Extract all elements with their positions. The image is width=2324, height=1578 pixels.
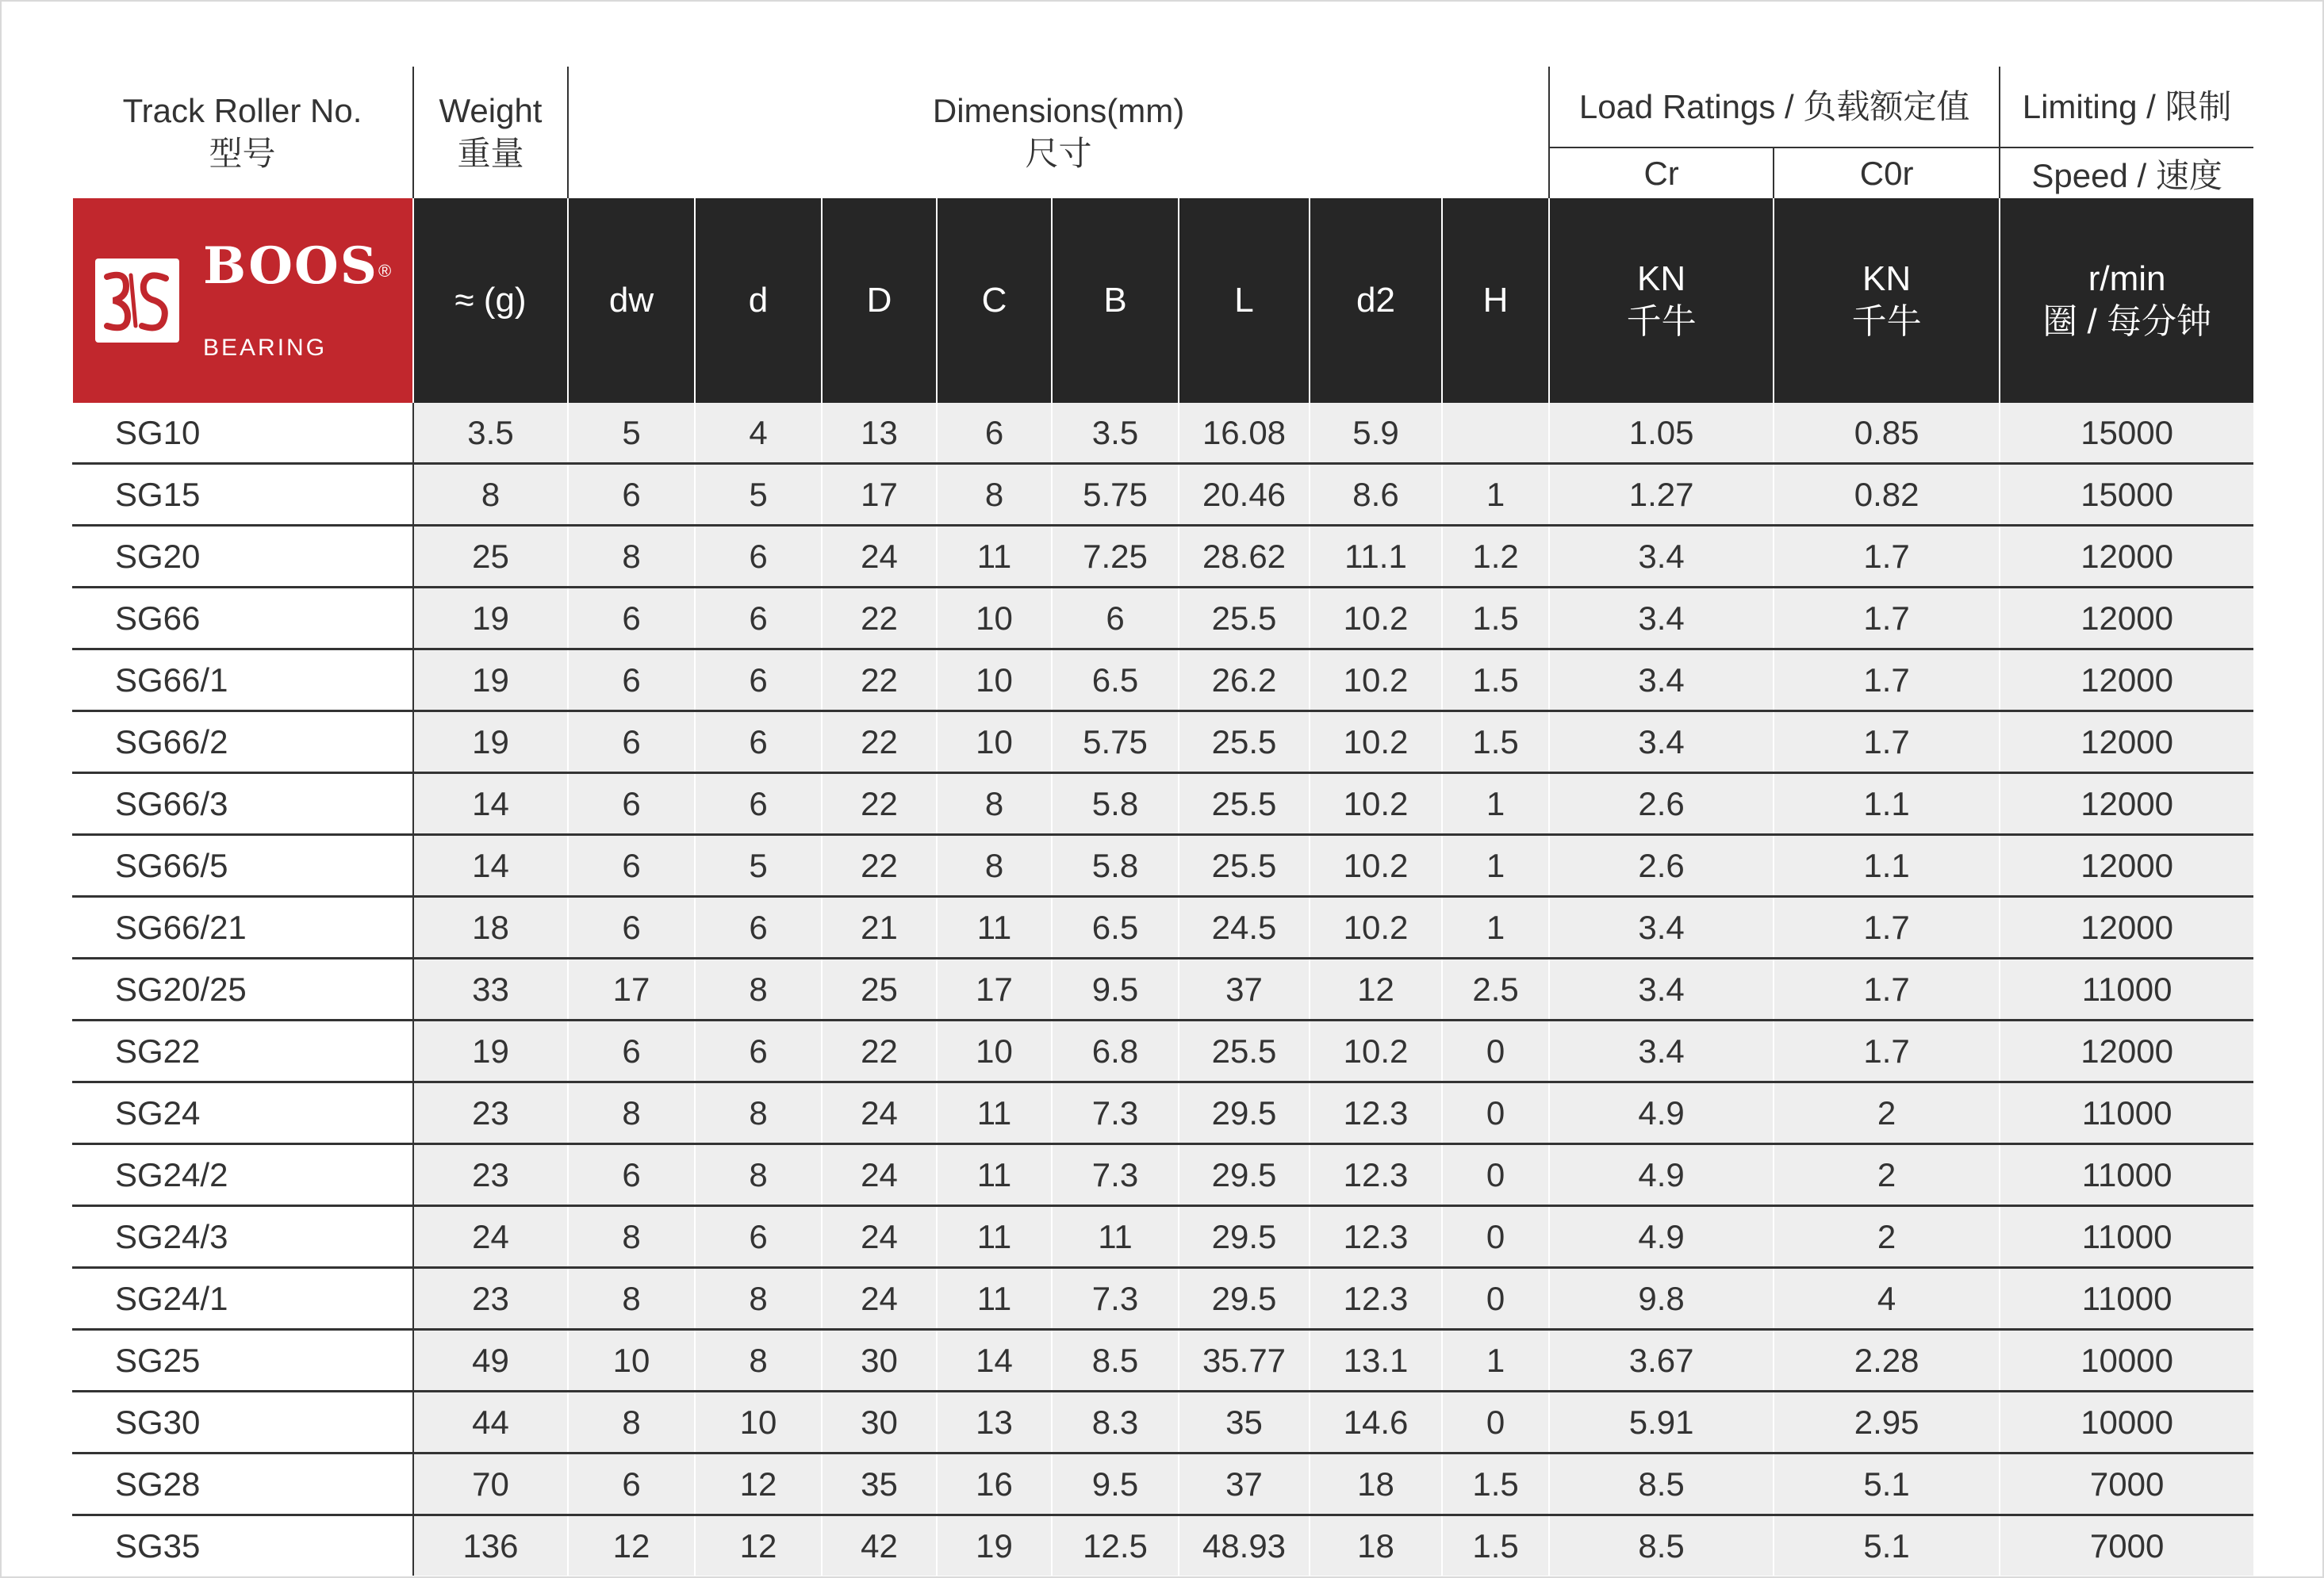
speed-cell: 11000	[2000, 1268, 2253, 1330]
d2-cell: 10.2	[1310, 773, 1442, 835]
c0r-cell: 0.82	[1774, 464, 2000, 526]
dw-cell: 6	[568, 649, 695, 711]
weight-cell: 49	[413, 1330, 568, 1392]
c0r-cell: 5.1	[1774, 1454, 2000, 1515]
c-cell: 11	[937, 897, 1052, 959]
b-cell: 6.8	[1052, 1021, 1179, 1082]
cr-cell: 5.91	[1549, 1392, 1774, 1454]
c-label: C	[937, 198, 1052, 403]
weight-cell: 19	[413, 1021, 568, 1082]
table-row	[72, 464, 2253, 526]
d2-cell: 10.2	[1310, 835, 1442, 897]
speed-cell: 12000	[2000, 649, 2253, 711]
table-row	[72, 711, 2253, 773]
cr-cell: 4.9	[1549, 1144, 1774, 1206]
boos-logo-icon	[95, 259, 179, 343]
cr-cell: 3.4	[1549, 1021, 1774, 1082]
weight-cell: 19	[413, 588, 568, 649]
cr-cell: 8.5	[1549, 1454, 1774, 1515]
l-cell: 20.46	[1179, 464, 1310, 526]
speed-cell: 11000	[2000, 1144, 2253, 1206]
model-cell: SG24/3	[72, 1206, 413, 1268]
table-row	[72, 835, 2253, 897]
d2-cell: 5.9	[1310, 403, 1442, 464]
d-cell: 6	[695, 711, 822, 773]
speed-cell: 10000	[2000, 1392, 2253, 1454]
speed-cell: 12000	[2000, 1021, 2253, 1082]
outer-d-cell: 42	[822, 1515, 937, 1576]
table-row	[72, 1021, 2253, 1082]
b-cell: 3.5	[1052, 403, 1179, 464]
table-row	[72, 897, 2253, 959]
model-cell: SG66/3	[72, 773, 413, 835]
b-cell: 9.5	[1052, 1454, 1179, 1515]
b-cell: 9.5	[1052, 959, 1179, 1021]
c0r-cell: 1.7	[1774, 526, 2000, 588]
outer-d-cell: 17	[822, 464, 937, 526]
l-cell: 16.08	[1179, 403, 1310, 464]
weight-header	[413, 67, 568, 198]
dw-cell: 5	[568, 403, 695, 464]
d-label: d	[695, 198, 822, 403]
c0r-cell: 1.7	[1774, 897, 2000, 959]
dw-cell: 6	[568, 1454, 695, 1515]
d-cell: 5	[695, 464, 822, 526]
table-row	[72, 1206, 2253, 1268]
c-cell: 11	[937, 1206, 1052, 1268]
d2-cell: 10.2	[1310, 897, 1442, 959]
weight-cell: 136	[413, 1515, 568, 1576]
h-cell: 0	[1442, 1021, 1549, 1082]
dw-cell: 10	[568, 1330, 695, 1392]
c0r-cell: 2.28	[1774, 1330, 2000, 1392]
l-cell: 25.5	[1179, 588, 1310, 649]
speed-cell: 15000	[2000, 464, 2253, 526]
weight-cell: 23	[413, 1144, 568, 1206]
b-cell: 5.8	[1052, 773, 1179, 835]
table-row	[72, 588, 2253, 649]
b-cell: 11	[1052, 1206, 1179, 1268]
cr-cell: 3.4	[1549, 526, 1774, 588]
d-cell: 6	[695, 897, 822, 959]
outer-d-cell: 35	[822, 1454, 937, 1515]
c0r-cell: 2	[1774, 1144, 2000, 1206]
c0r-cell: 4	[1774, 1268, 2000, 1330]
h-cell: 1	[1442, 773, 1549, 835]
c-cell: 19	[937, 1515, 1052, 1576]
c0r-cell: 2.95	[1774, 1392, 2000, 1454]
d-cell: 6	[695, 588, 822, 649]
l-cell: 29.5	[1179, 1206, 1310, 1268]
dw-cell: 8	[568, 1392, 695, 1454]
speed-cell: 12000	[2000, 711, 2253, 773]
speed-cell: 12000	[2000, 835, 2253, 897]
h-cell: 1.5	[1442, 711, 1549, 773]
weight-cell: 33	[413, 959, 568, 1021]
weight-header-label: Weight 重量	[439, 92, 543, 172]
d2-cell: 18	[1310, 1515, 1442, 1576]
c0r-cell: 1.7	[1774, 711, 2000, 773]
l-cell: 37	[1179, 1454, 1310, 1515]
d-cell: 6	[695, 526, 822, 588]
c0r-unit: KN 千牛	[1774, 198, 2000, 403]
c-cell: 13	[937, 1392, 1052, 1454]
l-cell: 29.5	[1179, 1268, 1310, 1330]
h-cell: 0	[1442, 1206, 1549, 1268]
table-row	[72, 1268, 2253, 1330]
h-cell: 1.5	[1442, 649, 1549, 711]
weight-cell: 8	[413, 464, 568, 526]
b-cell: 7.3	[1052, 1082, 1179, 1144]
h-label: H	[1442, 198, 1549, 403]
l-label: L	[1179, 198, 1310, 403]
table-row	[72, 959, 2253, 1021]
d2-cell: 12.3	[1310, 1206, 1442, 1268]
outer-d-cell: 22	[822, 1021, 937, 1082]
dw-label: dw	[568, 198, 695, 403]
h-cell: 0	[1442, 1268, 1549, 1330]
table-row	[72, 403, 2253, 464]
table-row	[72, 649, 2253, 711]
outer-d-cell: 21	[822, 897, 937, 959]
cr-cell: 3.4	[1549, 588, 1774, 649]
d2-cell: 10.2	[1310, 588, 1442, 649]
l-cell: 25.5	[1179, 1021, 1310, 1082]
weight-cell: 14	[413, 773, 568, 835]
dw-cell: 8	[568, 526, 695, 588]
h-cell: 1.5	[1442, 1454, 1549, 1515]
b-cell: 7.25	[1052, 526, 1179, 588]
speed-cell: 7000	[2000, 1515, 2253, 1576]
d2-cell: 10.2	[1310, 649, 1442, 711]
speed-cell: 12000	[2000, 588, 2253, 649]
l-cell: 26.2	[1179, 649, 1310, 711]
d-cell: 6	[695, 649, 822, 711]
model-cell: SG10	[72, 403, 413, 464]
weight-unit: ≈ (g)	[413, 198, 568, 403]
speed-header: Speed / 速度	[2031, 156, 2222, 194]
speed-cell: 7000	[2000, 1454, 2253, 1515]
d2-cell: 10.2	[1310, 711, 1442, 773]
c-cell: 10	[937, 649, 1052, 711]
c-cell: 6	[937, 403, 1052, 464]
c0r-header: C0r	[1774, 147, 2000, 198]
cr-cell: 2.6	[1549, 835, 1774, 897]
model-header	[72, 67, 413, 198]
b-cell: 6	[1052, 588, 1179, 649]
weight-cell: 14	[413, 835, 568, 897]
outer-d-cell: 22	[822, 649, 937, 711]
h-cell: 2.5	[1442, 959, 1549, 1021]
h-cell: 1.5	[1442, 588, 1549, 649]
weight-cell: 44	[413, 1392, 568, 1454]
table-row	[72, 1454, 2253, 1515]
weight-cell: 3.5	[413, 403, 568, 464]
h-cell: 1	[1442, 1330, 1549, 1392]
outer-d-cell: 22	[822, 773, 937, 835]
b-cell: 6.5	[1052, 897, 1179, 959]
d2-cell: 14.6	[1310, 1392, 1442, 1454]
speed-cell: 12000	[2000, 526, 2253, 588]
dw-cell: 12	[568, 1515, 695, 1576]
c-cell: 10	[937, 588, 1052, 649]
weight-cell: 23	[413, 1082, 568, 1144]
d-cell: 8	[695, 1268, 822, 1330]
dw-cell: 6	[568, 1021, 695, 1082]
model-cell: SG15	[72, 464, 413, 526]
d2-cell: 18	[1310, 1454, 1442, 1515]
dw-cell: 8	[568, 1082, 695, 1144]
speed-cell: 12000	[2000, 897, 2253, 959]
cr-cell: 1.05	[1549, 403, 1774, 464]
l-cell: 25.5	[1179, 835, 1310, 897]
model-cell: SG24/2	[72, 1144, 413, 1206]
c-cell: 14	[937, 1330, 1052, 1392]
dimensions-header-label: Dimensions(mm) 尺寸	[932, 92, 1185, 172]
outer-d-cell: 24	[822, 1268, 937, 1330]
weight-cell: 19	[413, 711, 568, 773]
dw-cell: 6	[568, 1144, 695, 1206]
d-cell: 6	[695, 1021, 822, 1082]
model-cell: SG66	[72, 588, 413, 649]
b-cell: 7.3	[1052, 1268, 1179, 1330]
limiting-label: Limiting / 限制	[2022, 87, 2232, 125]
table-row	[72, 1330, 2253, 1392]
dw-cell: 6	[568, 711, 695, 773]
brand-subtitle: BEARING	[203, 335, 328, 361]
limiting-header	[2000, 67, 2253, 147]
load-ratings-header	[1549, 67, 2000, 147]
outer-d-cell: 30	[822, 1392, 937, 1454]
b-cell: 12.5	[1052, 1515, 1179, 1576]
weight-cell: 24	[413, 1206, 568, 1268]
d-cell: 10	[695, 1392, 822, 1454]
l-cell: 25.5	[1179, 711, 1310, 773]
c0r-cell: 2	[1774, 1206, 2000, 1268]
model-cell: SG28	[72, 1454, 413, 1515]
outer-d-cell: 13	[822, 403, 937, 464]
cr-cell: 3.4	[1549, 959, 1774, 1021]
cr-cell: 2.6	[1549, 773, 1774, 835]
weight-cell: 19	[413, 649, 568, 711]
outer-d-label: D	[822, 198, 937, 403]
c-cell: 11	[937, 1082, 1052, 1144]
speed-unit: r/min 圈 / 每分钟	[2000, 198, 2253, 403]
weight-cell: 18	[413, 897, 568, 959]
d-cell: 8	[695, 959, 822, 1021]
h-cell	[1442, 403, 1549, 464]
c-cell: 17	[937, 959, 1052, 1021]
cr-header: Cr	[1549, 147, 1774, 198]
d-cell: 5	[695, 835, 822, 897]
model-cell: SG22	[72, 1021, 413, 1082]
d2-cell: 13.1	[1310, 1330, 1442, 1392]
h-cell: 1	[1442, 464, 1549, 526]
model-header-label: Track Roller No. 型号	[122, 92, 362, 172]
d2-cell: 12	[1310, 959, 1442, 1021]
b-cell: 5.75	[1052, 711, 1179, 773]
unit-band	[72, 198, 2253, 403]
c-cell: 10	[937, 711, 1052, 773]
outer-d-cell: 24	[822, 1082, 937, 1144]
model-cell: SG20	[72, 526, 413, 588]
l-cell: 25.5	[1179, 773, 1310, 835]
h-cell: 0	[1442, 1392, 1549, 1454]
load-ratings-label: Load Ratings / 负载额定值	[1578, 87, 1970, 125]
weight-cell: 23	[413, 1268, 568, 1330]
b-label: B	[1052, 198, 1179, 403]
dw-cell: 8	[568, 1268, 695, 1330]
d2-cell: 8.6	[1310, 464, 1442, 526]
outer-d-cell: 30	[822, 1330, 937, 1392]
d2-label: d2	[1310, 198, 1442, 403]
l-cell: 48.93	[1179, 1515, 1310, 1576]
c-cell: 8	[937, 835, 1052, 897]
outer-d-cell: 22	[822, 588, 937, 649]
h-cell: 0	[1442, 1144, 1549, 1206]
c-cell: 10	[937, 1021, 1052, 1082]
outer-d-cell: 24	[822, 1206, 937, 1268]
model-cell: SG66/21	[72, 897, 413, 959]
outer-d-cell: 25	[822, 959, 937, 1021]
cr-cell: 3.4	[1549, 649, 1774, 711]
brand-name: BOOS®	[203, 236, 393, 296]
outer-d-cell: 24	[822, 1144, 937, 1206]
d2-cell: 12.3	[1310, 1268, 1442, 1330]
model-cell: SG66/2	[72, 711, 413, 773]
cr-cell: 4.9	[1549, 1082, 1774, 1144]
model-cell: SG66/1	[72, 649, 413, 711]
model-cell: SG20/25	[72, 959, 413, 1021]
d2-cell: 11.1	[1310, 526, 1442, 588]
table-row	[72, 526, 2253, 588]
d-cell: 8	[695, 1330, 822, 1392]
h-cell: 1.5	[1442, 1515, 1549, 1576]
table-row	[72, 1144, 2253, 1206]
l-cell: 28.62	[1179, 526, 1310, 588]
dw-cell: 6	[568, 464, 695, 526]
b-cell: 5.8	[1052, 835, 1179, 897]
l-cell: 29.5	[1179, 1082, 1310, 1144]
d-cell: 6	[695, 773, 822, 835]
outer-d-cell: 22	[822, 711, 937, 773]
speed-cell: 12000	[2000, 773, 2253, 835]
c0r-cell: 2	[1774, 1082, 2000, 1144]
cr-cell: 1.27	[1549, 464, 1774, 526]
dw-cell: 8	[568, 1206, 695, 1268]
c0r-cell: 5.1	[1774, 1515, 2000, 1576]
spec-table	[71, 67, 2253, 1576]
cr-cell: 3.67	[1549, 1330, 1774, 1392]
c0r-cell: 1.7	[1774, 588, 2000, 649]
d-cell: 12	[695, 1515, 822, 1576]
dimensions-header	[568, 67, 1549, 198]
speed-cell: 15000	[2000, 403, 2253, 464]
d-cell: 12	[695, 1454, 822, 1515]
b-cell: 8.5	[1052, 1330, 1179, 1392]
outer-d-cell: 22	[822, 835, 937, 897]
h-cell: 0	[1442, 1082, 1549, 1144]
l-cell: 35	[1179, 1392, 1310, 1454]
c-cell: 11	[937, 1144, 1052, 1206]
b-cell: 7.3	[1052, 1144, 1179, 1206]
d-cell: 8	[695, 1082, 822, 1144]
rows-body	[72, 403, 2253, 1576]
cr-cell: 3.4	[1549, 711, 1774, 773]
d2-cell: 10.2	[1310, 1021, 1442, 1082]
l-cell: 24.5	[1179, 897, 1310, 959]
h-cell: 1	[1442, 897, 1549, 959]
outer-d-cell: 24	[822, 526, 937, 588]
d-cell: 4	[695, 403, 822, 464]
c-cell: 16	[937, 1454, 1052, 1515]
c0r-cell: 1.1	[1774, 835, 2000, 897]
c0r-cell: 0.85	[1774, 403, 2000, 464]
l-cell: 37	[1179, 959, 1310, 1021]
d-cell: 8	[695, 1144, 822, 1206]
model-cell: SG25	[72, 1330, 413, 1392]
c0r-cell: 1.1	[1774, 773, 2000, 835]
cr-cell: 8.5	[1549, 1515, 1774, 1576]
cr-cell: 4.9	[1549, 1206, 1774, 1268]
dw-cell: 6	[568, 835, 695, 897]
d2-cell: 12.3	[1310, 1082, 1442, 1144]
dw-cell: 6	[568, 773, 695, 835]
brand-cell	[72, 198, 413, 403]
c0r-cell: 1.7	[1774, 1021, 2000, 1082]
model-cell: SG24	[72, 1082, 413, 1144]
speed-cell: 11000	[2000, 1082, 2253, 1144]
table-row	[72, 773, 2253, 835]
speed-cell: 10000	[2000, 1330, 2253, 1392]
c-cell: 11	[937, 1268, 1052, 1330]
speed-cell: 11000	[2000, 959, 2253, 1021]
speed-cell: 11000	[2000, 1206, 2253, 1268]
l-cell: 29.5	[1179, 1144, 1310, 1206]
model-cell: SG30	[72, 1392, 413, 1454]
d2-cell: 12.3	[1310, 1144, 1442, 1206]
cr-cell: 3.4	[1549, 897, 1774, 959]
c0r-cell: 1.7	[1774, 649, 2000, 711]
c0r-cell: 1.7	[1774, 959, 2000, 1021]
b-cell: 5.75	[1052, 464, 1179, 526]
c-cell: 8	[937, 773, 1052, 835]
b-cell: 8.3	[1052, 1392, 1179, 1454]
table-row	[72, 1082, 2253, 1144]
weight-cell: 70	[413, 1454, 568, 1515]
model-cell: SG35	[72, 1515, 413, 1576]
cr-unit: KN 千牛	[1549, 198, 1774, 403]
weight-cell: 25	[413, 526, 568, 588]
b-cell: 6.5	[1052, 649, 1179, 711]
table-row	[72, 1515, 2253, 1576]
d-cell: 6	[695, 1206, 822, 1268]
model-cell: SG24/1	[72, 1268, 413, 1330]
registered-mark: ®	[378, 261, 393, 281]
table-row	[72, 1392, 2253, 1454]
h-cell: 1.2	[1442, 526, 1549, 588]
c-cell: 8	[937, 464, 1052, 526]
c-cell: 11	[937, 526, 1052, 588]
l-cell: 35.77	[1179, 1330, 1310, 1392]
dw-cell: 6	[568, 588, 695, 649]
cr-cell: 9.8	[1549, 1268, 1774, 1330]
h-cell: 1	[1442, 835, 1549, 897]
model-cell: SG66/5	[72, 835, 413, 897]
dw-cell: 17	[568, 959, 695, 1021]
dw-cell: 6	[568, 897, 695, 959]
